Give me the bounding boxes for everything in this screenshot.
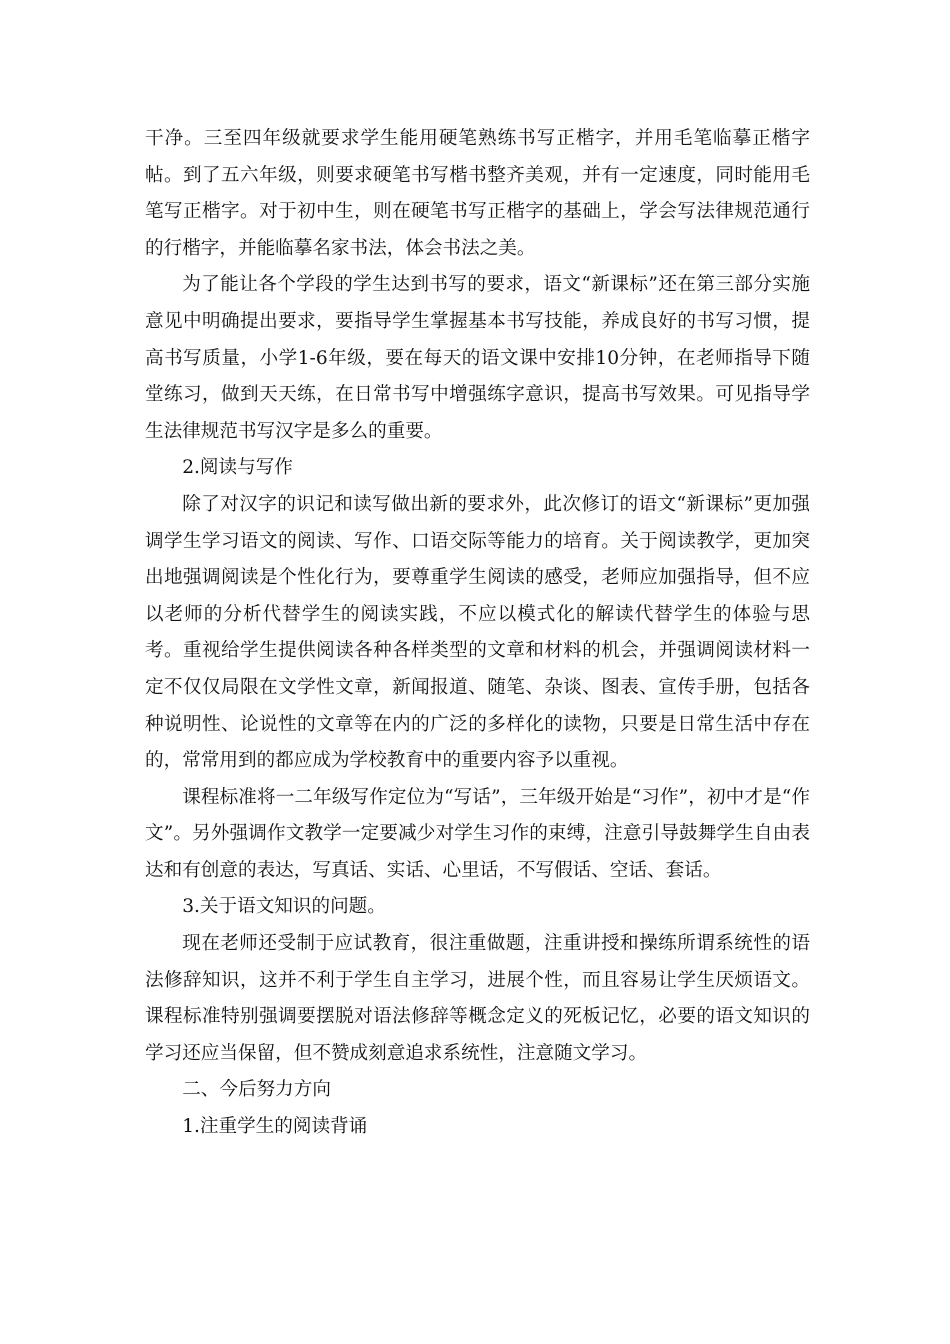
heading-reading-and-writing: 2.阅读与写作 xyxy=(182,457,293,479)
heading-language-knowledge: 3.关于语文知识的问题。 xyxy=(182,896,386,918)
paragraph-reading-teaching: 除了对汉字的识记和读写做出新的要求外，此次修订的语文“新课标”更加强调学生学习语文的阅读、写作、口语交际等能力的培育。关于阅读教学，更加突出地强调阅读是个性化行为，要尊重学生阅读的感受，老师应加强指导，但不应以老师的分析代替学生的阅读实践，不应以模式化的解读代替学生的体验与思考。重视给学生提供阅读各种各样类型的文章和材料的机会，并强调阅读材料一定不仅仅局限在文学性文章，新闻报道、随笔、杂谈、图表、宣传手册，包括各种说明性、论说性的文章等在内的广泛的多样化的读物，只要是日常生活中存在的，常常用到的都应成为学校教育中的重要内容予以重视。 xyxy=(145,493,810,772)
heading-reading-recitation: 1.注重学生的阅读背诵 xyxy=(182,1116,368,1138)
paragraph-language-knowledge: 现在老师还受制于应试教育，很注重做题，注重讲授和操练所谓系统性的语法修辞知识，这并不利于学生自主学习，进展个性，而且容易让学生厌烦语文。课程标准特别强调要摆脱对语法修辞等概念定义的死板记忆，必要的语文知识的学习还应当保留，但不赞成刻意追求系统性，注意随文学习。 xyxy=(145,933,810,1064)
paragraph-writing-requirements: 干净。三至四年级就要求学生能用硬笔熟练书写正楷字，并用毛笔临摹正楷字帖。到了五六年级，则要求硬笔书写楷书整齐美观，并有一定速度，同时能用毛笔写正楷字。对于初中生，则在硬笔书写正楷字的基础上，学会写法律规范通行的行楷字，并能临摹名家书法，体会书法之美。 xyxy=(145,128,810,259)
document-body xyxy=(145,121,810,1146)
heading-future-direction: 二、今后努力方向 xyxy=(182,1079,331,1101)
paragraph-writing-guidance: 为了能让各个学段的学生达到书写的要求，语文“新课标”还在第三部分实施意见中明确提出要求，要指导学生掌握基本书写技能，养成良好的书写习惯，提高书写质量，小学1-6年级，要在每天的语文课中安排10分钟，在老师指导下随堂练习，做到天天练，在日常书写中增强练字意识，提高书写效果。可见指导学生法律规范书写汉字是多么的重要。 xyxy=(145,274,810,442)
paragraph-writing-stages: 课程标准将一二年级写作定位为“写话”，三年级开始是“习作”，初中才是“作文”。另外强调作文教学一定要减少对学生习作的束缚，注意引导鼓舞学生自由表达和有创意的表达，写真话、实话、心里话，不写假话、空话、套话。 xyxy=(145,786,810,881)
